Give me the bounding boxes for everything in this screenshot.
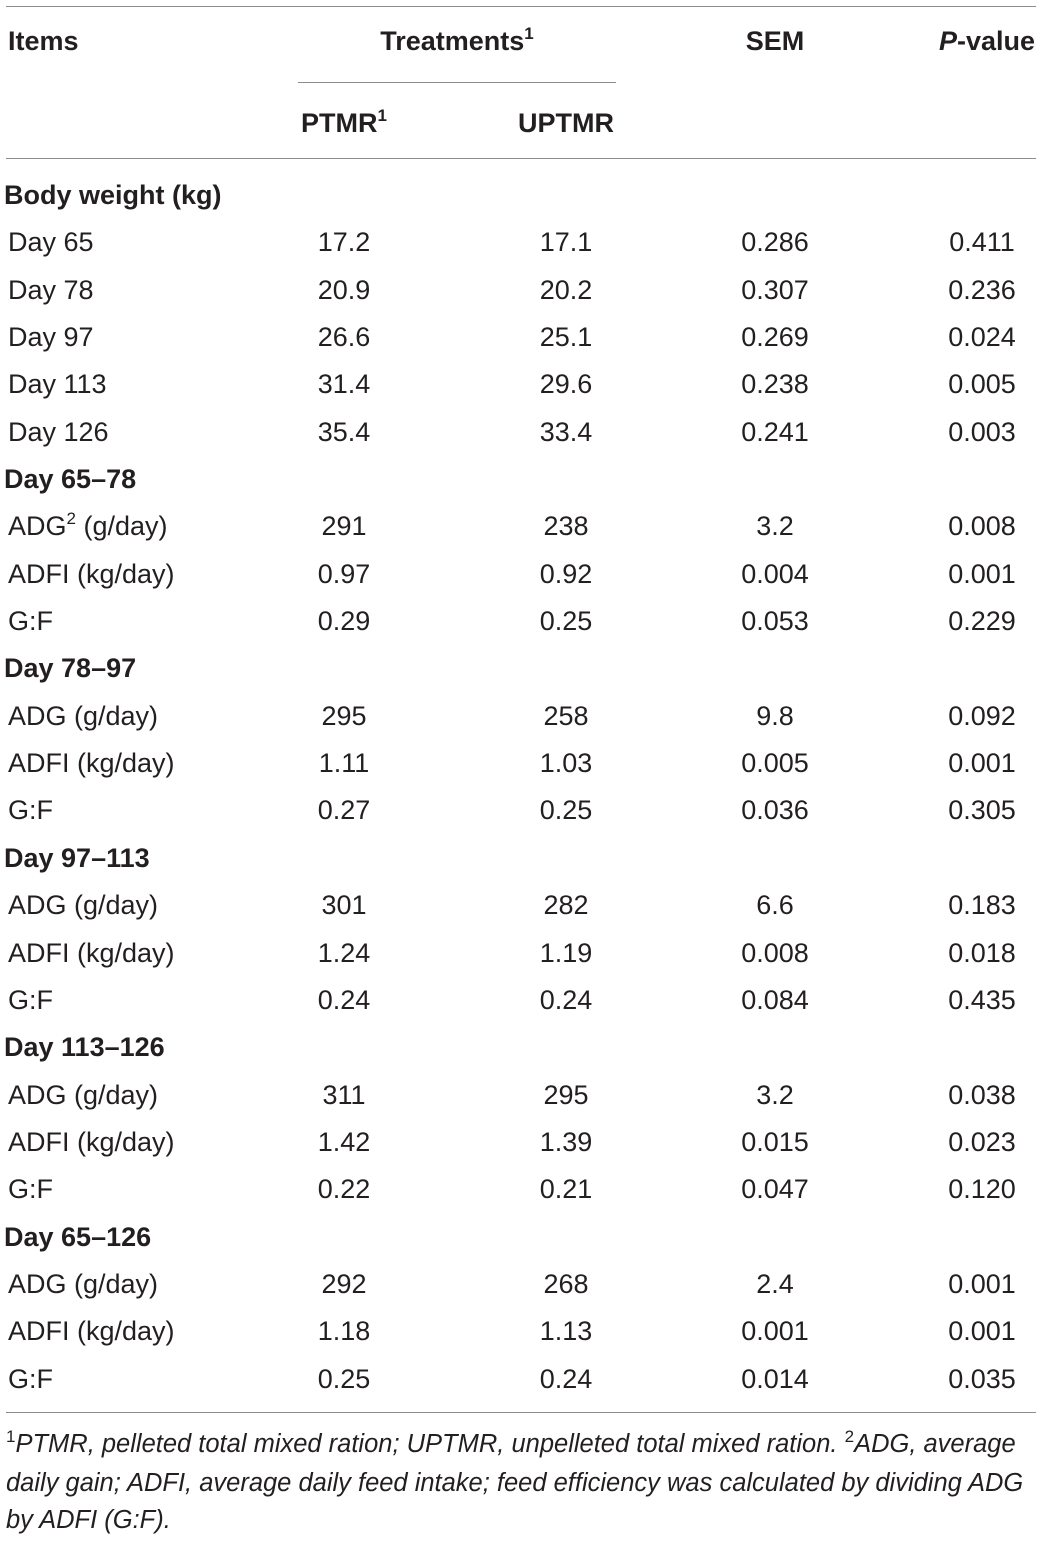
row-label: ADG$^2$ (g/day) bbox=[8, 509, 168, 542]
table-row bbox=[0, 787, 1042, 834]
uptmr-value: 1.19 bbox=[539, 937, 593, 968]
p-value: 0.003 bbox=[948, 416, 1016, 447]
p-value: 0.023 bbox=[948, 1126, 1016, 1157]
uptmr-value: 33.4 bbox=[539, 416, 593, 447]
ptmr-value: 1.11 bbox=[318, 748, 370, 779]
section-row bbox=[0, 835, 1042, 882]
sem-value: 0.001 bbox=[741, 1316, 809, 1347]
section-label: Day 78–97 bbox=[4, 653, 137, 684]
section-row bbox=[0, 456, 1042, 503]
p-value: 0.411 bbox=[949, 227, 1015, 258]
sem-value: 0.241 bbox=[741, 416, 809, 447]
table-row bbox=[0, 219, 1042, 266]
table-row bbox=[0, 1261, 1042, 1308]
sem-value: 3.2 bbox=[756, 1079, 794, 1110]
row-label: Day 113 bbox=[8, 369, 107, 400]
row-label: Day 126 bbox=[8, 416, 109, 447]
section-row bbox=[0, 645, 1042, 692]
p-value: 0.008 bbox=[948, 511, 1016, 542]
row-label: ADG (g/day) bbox=[8, 700, 159, 731]
ptmr-value: 1.18 bbox=[317, 1316, 371, 1347]
row-label: Day 97 bbox=[8, 322, 94, 353]
ptmr-value: 0.97 bbox=[317, 558, 371, 589]
table-row bbox=[0, 551, 1042, 598]
row-label: G:F bbox=[8, 1174, 53, 1205]
uptmr-value: 295 bbox=[543, 1079, 589, 1110]
row-label: ADFI (kg/day) bbox=[8, 1316, 175, 1347]
table-row bbox=[0, 1166, 1042, 1213]
table-row bbox=[0, 977, 1042, 1024]
sem-value: 0.238 bbox=[741, 369, 809, 400]
row-label: ADG (g/day) bbox=[8, 890, 159, 921]
sem-value: 6.6 bbox=[756, 890, 794, 921]
ptmr-value: 292 bbox=[321, 1268, 367, 1299]
ptmr-value: 1.24 bbox=[317, 937, 371, 968]
sem-value: 2.4 bbox=[756, 1268, 794, 1299]
table-row bbox=[0, 882, 1042, 929]
section-row bbox=[0, 172, 1042, 219]
header-sem: SEM bbox=[745, 26, 805, 56]
row-label: Day 65 bbox=[8, 227, 94, 258]
p-value: 0.229 bbox=[948, 606, 1016, 637]
section-row bbox=[0, 1214, 1042, 1261]
uptmr-value: 0.24 bbox=[539, 984, 593, 1015]
header-treatments: Treatments$^1$ bbox=[380, 24, 534, 56]
ptmr-value: 17.2 bbox=[317, 227, 371, 258]
ptmr-value: 1.42 bbox=[317, 1126, 371, 1157]
uptmr-value: 282 bbox=[543, 890, 589, 921]
ptmr-value: 0.27 bbox=[317, 795, 371, 826]
ptmr-value: 0.22 bbox=[317, 1174, 371, 1205]
p-value: 0.001 bbox=[948, 558, 1016, 589]
sem-value: 0.036 bbox=[741, 795, 809, 826]
uptmr-value: 17.1 bbox=[539, 227, 593, 258]
sem-value: 0.047 bbox=[741, 1174, 809, 1205]
table-header-rule bbox=[6, 158, 1036, 159]
section-label: Day 65–78 bbox=[4, 464, 137, 495]
uptmr-value: 0.24 bbox=[539, 1363, 593, 1394]
section-label: Day 113–126 bbox=[4, 1032, 165, 1063]
table-bottom-rule bbox=[6, 1412, 1036, 1413]
sem-value: 0.053 bbox=[741, 606, 809, 637]
header-uptmr: UPTMR bbox=[518, 108, 614, 138]
uptmr-value: 1.39 bbox=[539, 1126, 593, 1157]
p-value: 0.001 bbox=[948, 748, 1016, 779]
uptmr-value: 268 bbox=[543, 1268, 589, 1299]
table-row bbox=[0, 930, 1042, 977]
ptmr-value: 291 bbox=[321, 511, 367, 542]
sem-value: 0.004 bbox=[741, 558, 809, 589]
table-row bbox=[0, 361, 1042, 408]
uptmr-value: 20.2 bbox=[539, 274, 593, 305]
ptmr-value: 35.4 bbox=[317, 416, 371, 447]
p-value: 0.092 bbox=[948, 700, 1016, 731]
header-treatments-footnote-marker: 1 bbox=[524, 24, 534, 43]
uptmr-value: 0.25 bbox=[539, 606, 593, 637]
uptmr-value: 258 bbox=[543, 700, 589, 731]
table-row bbox=[0, 740, 1042, 787]
sem-value: 0.307 bbox=[741, 274, 809, 305]
table-row bbox=[0, 267, 1042, 314]
table-top-rule bbox=[6, 6, 1036, 7]
header-ptmr-footnote-marker: 1 bbox=[377, 106, 387, 125]
row-label: G:F bbox=[8, 984, 53, 1015]
p-value: 0.183 bbox=[948, 890, 1016, 921]
ptmr-value: 0.25 bbox=[317, 1363, 371, 1394]
table-row bbox=[0, 503, 1042, 550]
uptmr-value: 1.03 bbox=[539, 748, 593, 779]
table-row bbox=[0, 409, 1042, 456]
table-row bbox=[0, 1356, 1042, 1403]
ptmr-value: 0.24 bbox=[317, 984, 371, 1015]
table-row bbox=[0, 693, 1042, 740]
sem-value: 0.005 bbox=[741, 748, 809, 779]
ptmr-value: 31.4 bbox=[317, 369, 371, 400]
section-label: Body weight (kg) bbox=[4, 180, 222, 210]
uptmr-value: 238 bbox=[543, 511, 589, 542]
table-row bbox=[0, 598, 1042, 645]
row-label: ADG (g/day) bbox=[8, 1079, 159, 1110]
row-label: G:F bbox=[8, 795, 53, 826]
ptmr-value: 295 bbox=[321, 700, 367, 731]
row-label: ADFI (kg/day) bbox=[8, 1126, 175, 1157]
p-value: 0.001 bbox=[948, 1268, 1016, 1299]
p-value: 0.120 bbox=[948, 1174, 1016, 1205]
section-label: Day 97–113 bbox=[4, 842, 150, 873]
row-label: ADFI (kg/day) bbox=[8, 558, 175, 589]
ptmr-value: 20.9 bbox=[317, 274, 371, 305]
section-label: Day 65–126 bbox=[4, 1221, 152, 1252]
p-value: 0.038 bbox=[948, 1079, 1016, 1110]
uptmr-value: 25.1 bbox=[539, 322, 593, 353]
section-row bbox=[0, 1024, 1042, 1071]
sem-value: 0.008 bbox=[741, 937, 809, 968]
ptmr-value: 0.29 bbox=[317, 606, 371, 637]
p-value: 0.024 bbox=[948, 322, 1016, 353]
table-body bbox=[0, 172, 1042, 1403]
table-row bbox=[0, 314, 1042, 361]
sem-value: 0.286 bbox=[741, 227, 809, 258]
sem-value: 3.2 bbox=[756, 511, 794, 542]
p-value: 0.001 bbox=[948, 1316, 1016, 1347]
uptmr-value: 29.6 bbox=[539, 369, 593, 400]
sem-value: 0.084 bbox=[741, 984, 809, 1015]
ptmr-value: 26.6 bbox=[317, 322, 371, 353]
uptmr-value: 0.25 bbox=[539, 795, 593, 826]
table-row bbox=[0, 1072, 1042, 1119]
uptmr-value: 0.92 bbox=[539, 558, 593, 589]
row-label: Day 78 bbox=[8, 274, 94, 305]
sem-value: 0.269 bbox=[741, 322, 809, 353]
table-row bbox=[0, 1308, 1042, 1355]
row-label: G:F bbox=[8, 1363, 53, 1394]
row-label: ADG (g/day) bbox=[8, 1268, 159, 1299]
header-items: Items bbox=[8, 26, 79, 56]
ptmr-value: 301 bbox=[321, 890, 367, 921]
p-value: 0.305 bbox=[948, 795, 1016, 826]
sem-value: 0.015 bbox=[741, 1126, 809, 1157]
sem-value: 0.014 bbox=[741, 1363, 809, 1394]
uptmr-value: 1.13 bbox=[539, 1316, 593, 1347]
header-ptmr: PTMR$^1$ bbox=[301, 106, 387, 138]
row-label: G:F bbox=[8, 606, 53, 637]
sem-value: 9.8 bbox=[756, 700, 794, 731]
p-value: 0.035 bbox=[948, 1363, 1016, 1394]
treatments-spanner-rule bbox=[298, 82, 616, 83]
table-row bbox=[0, 1119, 1042, 1166]
p-value: 0.018 bbox=[948, 937, 1016, 968]
p-value: 0.435 bbox=[948, 984, 1016, 1015]
table-footnote: $^1$PTMR, pelleted total mixed ration; UPTMR, unpelleted total mixed ration. $^2$ADG, average daily gain; ADFI, average daily feed intake; feed efficiency was calculated by dividing ADG by ADFI (G:F). bbox=[6, 1427, 1024, 1534]
header-p-value: P-value bbox=[938, 26, 1035, 56]
ptmr-value: 311 bbox=[322, 1079, 366, 1110]
p-value: 0.005 bbox=[948, 369, 1016, 400]
uptmr-value: 0.21 bbox=[539, 1174, 593, 1205]
p-value: 0.236 bbox=[948, 274, 1016, 305]
row-label: ADFI (kg/day) bbox=[8, 937, 175, 968]
row-label: ADFI (kg/day) bbox=[8, 748, 175, 779]
